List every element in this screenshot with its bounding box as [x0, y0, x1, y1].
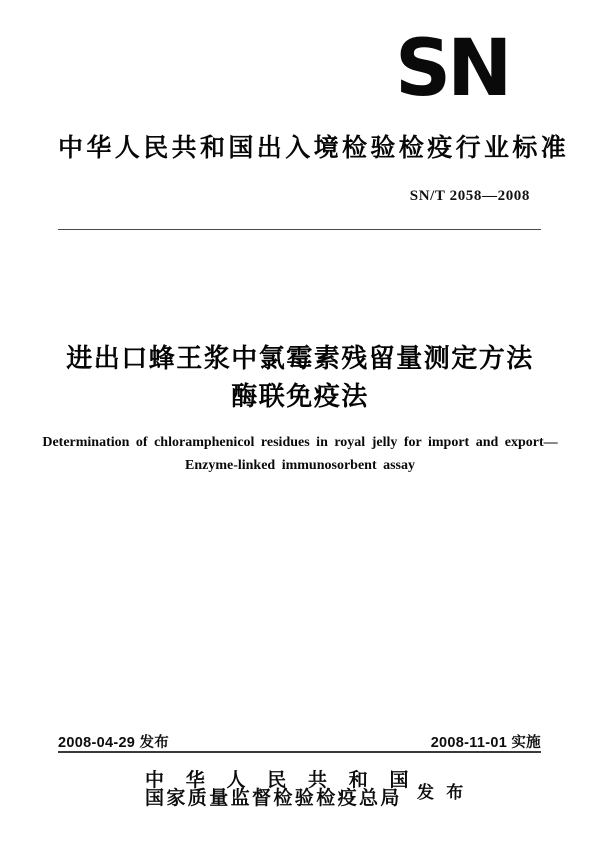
title-english-line2: Enzyme-linked immunosorbent assay: [184, 458, 416, 473]
date-row: [58, 731, 541, 752]
title-english: [0, 431, 600, 477]
publish-label: 发 布: [417, 782, 465, 802]
standard-class-heading: 中华人民共和国出入境检验检疫行业标准: [58, 134, 570, 162]
publisher-agency-line: 国家质量监督检验检疫总局: [145, 788, 402, 809]
sn-logo: SN: [395, 24, 509, 114]
standard-number: SN/T 2058—2008: [409, 188, 530, 204]
title-chinese-line2: 酶联免疫法: [231, 381, 369, 411]
bottom-divider: [58, 751, 541, 753]
publisher-block: [145, 772, 464, 808]
top-divider: [58, 229, 541, 230]
title-chinese: [0, 339, 600, 415]
issue-date: 2008-04-29 发布: [58, 735, 170, 751]
publisher-country-line: 中 华 人 民 共 和 国: [145, 770, 410, 791]
title-chinese-line1: 进出口蜂王浆中氯霉素残留量测定方法: [66, 343, 534, 373]
publisher-name: [145, 770, 410, 809]
implement-date: 2008-11-01 实施: [430, 735, 541, 751]
title-english-line1: Determination of chloramphenicol residues in royal jelly for import and export—: [42, 435, 558, 450]
